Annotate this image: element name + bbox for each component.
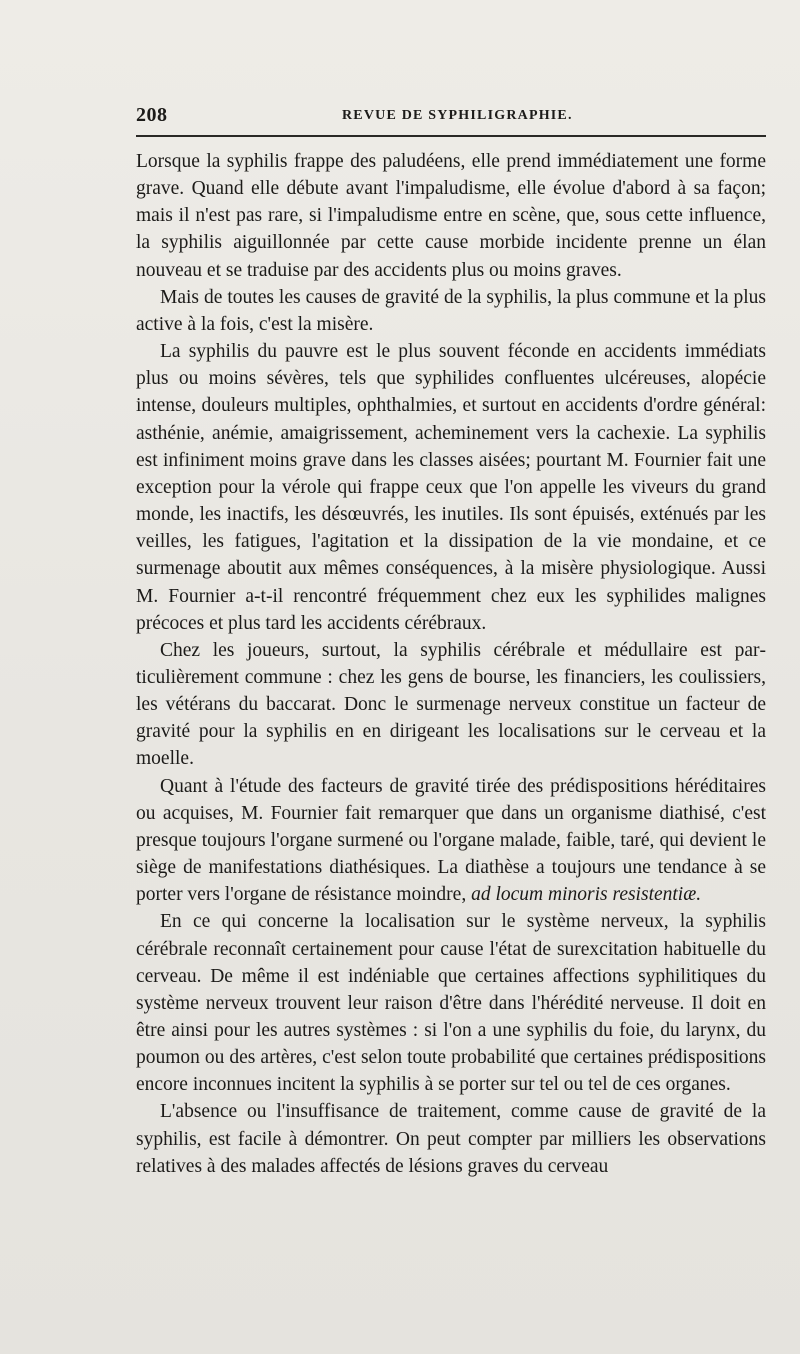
- paragraph: En ce qui concerne la localisation sur le système nerveux, la syphilis cérébrale reconnaît certainement pour cause l'état de surexcitation habituelle du cerveau. De même il est indéniable que certaines affections syphilitiques du système nerveux trouvent leur raison d'être dans l'hérédité nerveuse. Il doit en être ainsi pour les autres systèmes : si l'on a une syphilis du foie, du larynx, du poumon ou des artères, c'est selon toute probabilité que certaines prédispositions encore inconnues incitent la syphilis à se porter sur tel ou tel de ces organes.: [136, 911, 766, 1096]
- body-text: [136, 148, 766, 1180]
- paragraph: Chez les joueurs, surtout, la syphilis cérébrale et médullaire est particulièrement commune : chez les gens de bourse, les financiers, les coulissiers, les vétérans du baccarat. Donc le surmenage nerveux constitue un facteur de gravité pour la syphilis en en dirigeant les localisations sur le cerveau et la moelle.: [136, 639, 766, 770]
- paragraph: L'absence ou l'insuffisance de traitement, comme cause de gravité de la syphilis, est facile à démontrer. On peut compter par milliers les observations relatives à des malades affectés de lésions graves du cerveau: [136, 1101, 766, 1177]
- journal-title: REVUE DE SYPHILIGRAPHIE.: [342, 108, 573, 123]
- latin-phrase: ad locum minoris resistentiæ.: [471, 884, 702, 906]
- paragraph: Lorsque la syphilis frappe des paludéens, elle prend immédiatement une forme grave. Quand elle débute avant l'impaludisme, elle évolue d'abord à sa façon; mais il n'est pas rare, si l'impaludisme entre en scène, que, sous cette influence, la syphilis aiguillonnée par cette cause morbide incidente prenne un élan nouveau et se traduise par des accidents plus ou moins graves.: [136, 151, 766, 281]
- paragraph: [136, 773, 766, 909]
- paragraph: Mais de toutes les causes de gravité de la syphilis, la plus commune et la plus active à la fois, c'est la misère.: [136, 286, 766, 335]
- page-number: 208: [136, 104, 168, 126]
- paragraph-text: Quant à l'étude des facteurs de gravité tirée des prédispositions héréditaires ou acquises, M. Fournier fait remarquer que dans un organisme diathisé, c'est presque toujours l'organe surmené ou l'organe malade, faible, taré, qui devient le siège de manifestations diathésiques. La diathèse a toujours une tendance à se porter vers l'organe de résistance moindre,: [136, 775, 766, 906]
- paragraph: La syphilis du pauvre est le plus souvent féconde en accidents immédiats plus ou moins sévères, tels que syphilides confluentes ulcéreuses, alopécie intense, douleurs multiples, ophthalmies, et surtout en accidents d'ordre général: asthénie, anémie, amaigrissement, acheminement vers la cachexie. La syphilis est infiniment moins grave dans les classes aisées; pourtant M. Fournier fait une exception pour la vérole qui frappe ceux que l'on appelle les viveurs du grand monde, les inactifs, les désœuvrés, les inutiles. Ils sont épuisés, exténués par les veilles, les fatigues, l'agitation et la dissipation de la vie mondaine, et ce surmenage aboutit aux mêmes conséquences, à la misère physiologique. Aussi M. Fournier a-t-il rencontré fréquemment chez eux les syphilides malignes précoces et plus tard les accidents cérébraux.: [136, 341, 766, 634]
- running-head: [136, 104, 766, 128]
- header-rule: [136, 135, 766, 137]
